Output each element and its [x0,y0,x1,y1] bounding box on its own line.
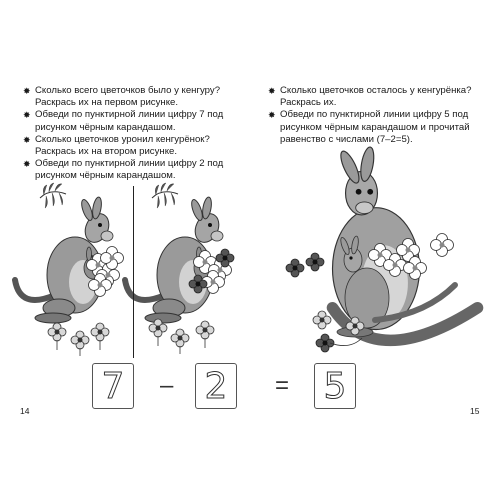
bullet-icon: ✸ [268,86,276,96]
equals-sign: = [275,372,290,399]
bullet-icon: ✸ [268,110,276,121]
scene-divider [133,186,134,358]
instruction-item: ✸ Обведи по пунктирной линии цифру 2 под рисунком чёрным карандашом. [23,158,224,182]
kangaroo-illustration-2 [125,183,234,354]
bullet-icon: ✸ [23,134,31,145]
instruction-item: ✸ Сколько всего цветочков было у кенгуру? Раскрась их на первом рисунке. [23,85,221,109]
instruction-item: ✸ Сколько цветочков осталось у кенгурёнка? Раскрась их. [268,85,472,109]
page-number-left: 14 [20,406,30,416]
trace-digit-5[interactable]: 5 [314,363,356,409]
minus-sign: – [160,372,174,399]
kangaroo-illustration-1 [15,183,124,356]
instruction-item: ✸ Обведи по пунктирной линии цифру 5 под рисунком чёрным карандашом и прочитай равенство с числами (7–2=5). [268,109,470,145]
instruction-item: ✸ Обведи по пунктирной линии цифру 7 под рисунком чёрным карандашом. [23,109,224,133]
bullet-icon: ✸ [23,110,31,121]
kangaroo-illustration-3 [286,146,478,352]
trace-digit-2[interactable]: 2 [195,363,237,409]
bullet-icon: ✸ [23,159,31,170]
bullet-icon: ✸ [23,86,31,96]
page-number-right: 15 [470,406,480,416]
trace-digit-7[interactable]: 7 [92,363,134,409]
instruction-item: ✸ Сколько цветочков уронил кенгурёнок? Раскрась их на втором рисунке. [23,133,210,158]
